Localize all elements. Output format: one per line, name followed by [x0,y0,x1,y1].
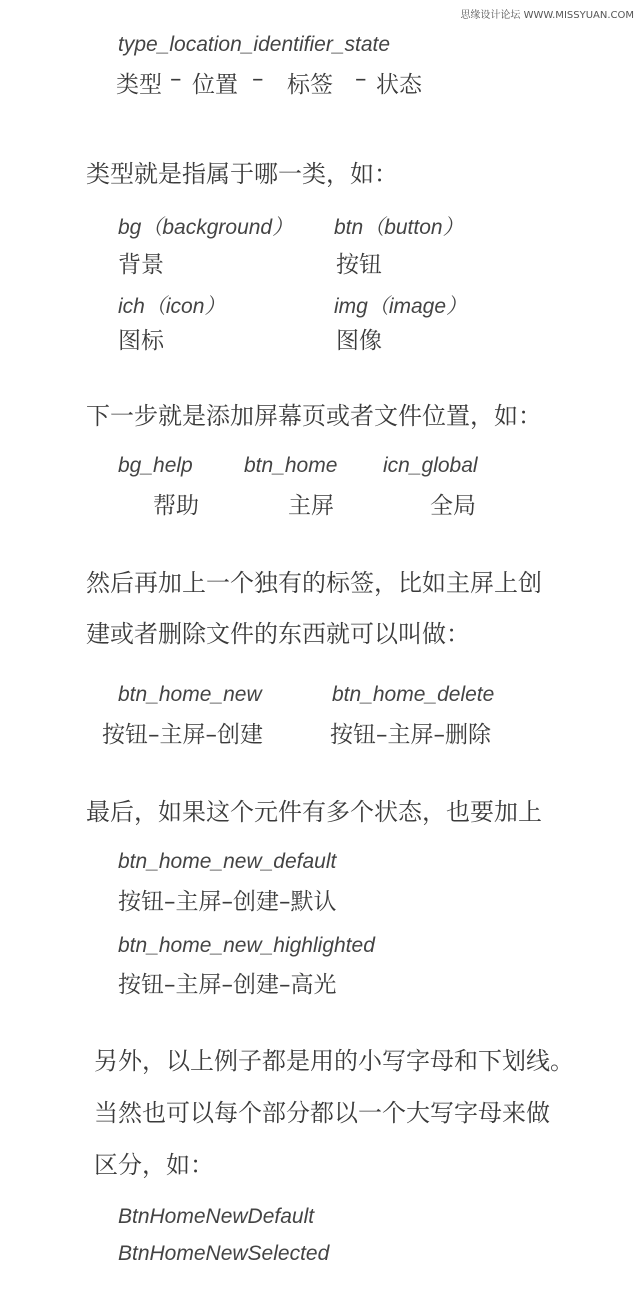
type-cn-bg: 背景 [118,252,164,278]
state-code-highlighted: btn_home_new_highlighted [118,934,375,957]
pattern-cn-dash: – [170,66,182,92]
identifier-intro-line1: 然后再加上一个独有的标签，比如主屏上创 [86,569,542,597]
case-example-default: BtnHomeNewDefault [118,1205,315,1228]
case-line3: 区分，如： [94,1151,214,1179]
identifier-cn-new: 按钮–主屏–创建 [102,722,263,748]
pattern-cn-type: 类型 [116,72,162,98]
type-code-btn: btn（button） [334,216,464,239]
watermark: 思缘设计论坛 WWW.MISSYUAN.COM [460,10,634,21]
type-cn-btn: 按钮 [336,252,382,278]
pattern-cn-state: 状态 [376,72,422,98]
type-intro: 类型就是指属于哪一类，如： [86,160,398,188]
case-line2: 当然也可以每个部分都以一个大写字母来做 [94,1099,550,1127]
pattern-cn-dash: – [252,66,264,92]
pattern-cn-identifier: 标签 [287,72,333,98]
location-cn-help: 帮助 [153,493,199,519]
location-code-help: bg_help [118,454,193,477]
location-cn-home: 主屏 [288,493,334,519]
pattern-cn-dash: – [355,66,367,92]
type-code-img: img（image） [334,295,468,318]
state-code-default: btn_home_new_default [118,850,337,873]
identifier-code-delete: btn_home_delete [332,683,495,706]
type-cn-img: 图像 [336,328,382,354]
location-code-home: btn_home [244,454,338,477]
location-intro: 下一步就是添加屏幕页或者文件位置，如： [86,402,542,430]
pattern-cn-location: 位置 [192,72,238,98]
state-cn-highlighted: 按钮–主屏–创建–高光 [118,972,337,998]
identifier-intro-line2: 建或者删除文件的东西就可以叫做： [86,620,470,648]
identifier-code-new: btn_home_new [118,683,262,706]
identifier-cn-delete: 按钮–主屏–删除 [330,722,491,748]
state-cn-default: 按钮–主屏–创建–默认 [118,889,337,915]
case-example-selected: BtnHomeNewSelected [118,1242,330,1265]
location-cn-global: 全局 [430,493,476,519]
type-code-ich: ich（icon） [118,295,226,318]
pattern-code: type_location_identifier_state [118,33,391,56]
case-line1: 另外，以上例子都是用的小写字母和下划线。 [94,1047,574,1075]
type-cn-ich: 图标 [118,328,164,354]
state-intro: 最后，如果这个元件有多个状态，也要加上 [86,798,542,826]
location-code-global: icn_global [383,454,478,477]
type-code-bg: bg（background） [118,216,294,239]
